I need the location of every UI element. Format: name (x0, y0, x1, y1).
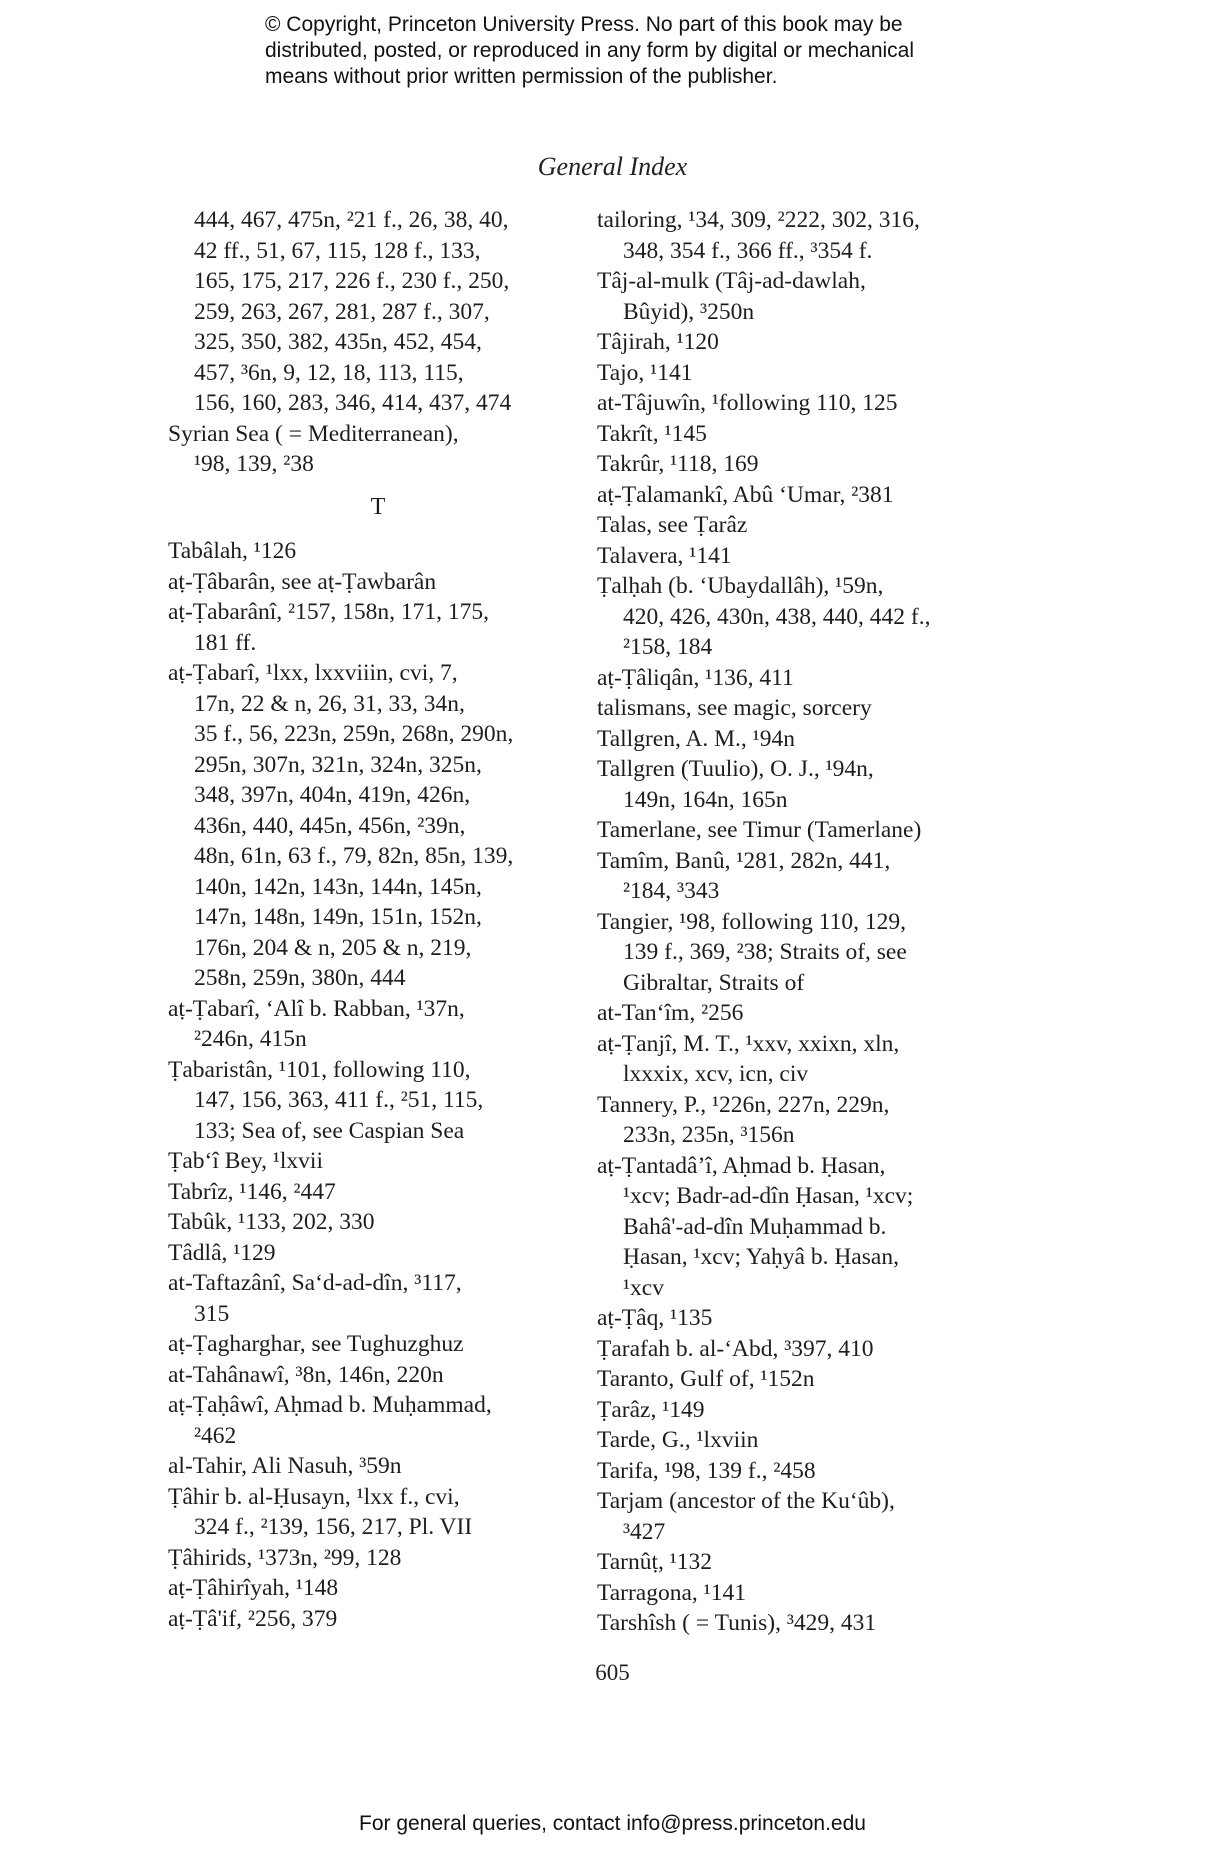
index-entry: Takrît, ¹145 (597, 420, 707, 447)
index-line: 147n, 148n, 149n, 151n, 152n, (194, 904, 482, 930)
index-entry: Tâj-al-mulk (Tâj-ad-dawlah, (597, 268, 866, 294)
index-entry: Tamîm, Banû, ¹281, 282n, 441, (597, 847, 891, 874)
index-entry: Tarifa, ¹98, 139 f., ²458 (597, 1457, 816, 1484)
index-line: 444, 467, 475n, ²21 f., 26, 38, 40, (194, 207, 509, 233)
index-entry: Takrûr, ¹118, 169 (597, 451, 759, 477)
index-entry: aṭ-Ṭagharghar, see Tughuzghuz (168, 1331, 464, 1357)
index-entry: aṭ-Ṭanjî, M. T., ¹xxv, xxixn, xln, (597, 1030, 900, 1057)
index-line: 315 (194, 1300, 230, 1327)
index-entry: Syrian Sea ( = Mediterranean), (168, 420, 459, 447)
index-line: 258n, 259n, 380n, 444 (194, 965, 406, 991)
index-line: ¹xcv (623, 1274, 664, 1301)
index-entry: aṭ-Ṭabarânî, ²157, 158n, 171, 175, (168, 599, 489, 625)
index-entry: tailoring, ¹34, 309, ²222, 302, 316, (597, 207, 920, 233)
index-entry: Tabrîz, ¹146, ²447 (168, 1178, 336, 1205)
index-entry: Tarjam (ancestor of the Kuʻûb), (597, 1488, 895, 1514)
index-line: ³427 (623, 1518, 666, 1545)
index-entry: aṭ-Ṭâbarân, see aṭ-Ṭawbarân (168, 568, 437, 595)
contact-footer: For general queries, contact info@press.princeton.edu (359, 1812, 866, 1835)
index-line: 17n, 22 & n, 26, 31, 33, 34n, (194, 690, 465, 717)
index-line: ²158, 184 (623, 634, 713, 660)
index-line: 181 ff. (194, 629, 257, 656)
copyright-line: © Copyright, Princeton University Press. No part of this book may be (265, 13, 903, 36)
index-entry: aṭ-Ṭabarî, ʻAlî b. Rabban, ¹37n, (168, 995, 465, 1022)
copyright-line: distributed, posted, or reproduced in any form by digital or mechanical (265, 39, 915, 62)
index-line: 325, 350, 382, 435n, 452, 454, (194, 329, 482, 355)
index-line: Ḥasan, ¹xcv; Yaḥyâ b. Ḥasan, (623, 1244, 899, 1270)
index-entry: aṭ-Ṭâ'if, ²256, 379 (168, 1605, 338, 1632)
index-entry: Ṭarafah b. al-ʻAbd, ³397, 410 (597, 1335, 874, 1362)
index-column-left (168, 205, 588, 1634)
index-line: 259, 263, 267, 281, 287 f., 307, (194, 298, 490, 325)
index-entry: Tâjirah, ¹120 (597, 329, 719, 355)
index-entry: aṭ-Ṭalamankî, Abû ʻUmar, ²381 (597, 481, 894, 508)
index-entry: Ṭâhir b. al-Ḥusayn, ¹lxx f., cvi, (168, 1483, 460, 1510)
running-head: General Index (537, 152, 688, 181)
index-entry: Ṭabʻî Bey, ¹lxvii (168, 1148, 323, 1174)
index-entry: Tangier, ¹98, following 110, 129, (597, 908, 907, 935)
index-entry: Talas, see Ṭarâz (597, 512, 748, 538)
index-entry: talismans, see magic, sorcery (597, 695, 872, 721)
index-entry: aṭ-Ṭâq, ¹135 (597, 1305, 713, 1331)
index-entry: Ṭabaristân, ¹101, following 110, (168, 1056, 471, 1083)
copyright-line: means without prior written permission of the publisher. (265, 65, 778, 88)
index-line: Gibraltar, Straits of (623, 969, 805, 996)
index-line: 233n, 235n, ³156n (623, 1122, 795, 1148)
index-column-right (597, 205, 1017, 1639)
index-entry: Tallgren, A. M., ¹94n (597, 725, 795, 752)
index-line: 139 f., 369, ²38; Straits of, see (623, 939, 907, 965)
index-entry: al-Tahir, Ali Nasuh, ³59n (168, 1453, 402, 1479)
index-line: ¹98, 139, ²38 (194, 451, 314, 477)
index-line: 147, 156, 363, 411 f., ²51, 115, (194, 1087, 484, 1113)
index-line: 149n, 164n, 165n (623, 786, 788, 813)
index-entry: Tamerlane, see Timur (Tamerlane) (597, 817, 922, 843)
index-line: 42 ff., 51, 67, 115, 128 f., 133, (194, 237, 481, 264)
index-entry: Tabûk, ¹133, 202, 330 (168, 1209, 375, 1235)
index-entry: aṭ-Ṭabarî, ¹lxx, lxxviiin, cvi, 7, (168, 660, 458, 686)
index-entry: at-Taftazânî, Saʻd-ad-dîn, ³117, (168, 1270, 462, 1296)
index-entry: Ṭarâz, ¹149 (597, 1396, 705, 1423)
copyright-notice (265, 12, 1045, 90)
index-line: lxxxix, xcv, icn, civ (623, 1061, 809, 1087)
index-entry: Tarshîsh ( = Tunis), ³429, 431 (597, 1610, 877, 1636)
index-entry: Tallgren (Tuulio), O. J., ¹94n, (597, 756, 874, 782)
index-line: Bahâ'-ad-dîn Muḥammad b. (623, 1213, 887, 1240)
index-line: 156, 160, 283, 346, 414, 437, 474 (194, 390, 512, 416)
index-entry: aṭ-Ṭaḥâwî, Aḥmad b. Muḥammad, (168, 1392, 492, 1418)
index-entry: aṭ-Ṭâliqân, ¹136, 411 (597, 664, 794, 691)
section-letter: T (370, 493, 386, 520)
index-line: Bûyid), ³250n (623, 298, 755, 325)
index-entry: aṭ-Ṭantadâʼî, Aḥmad b. Ḥasan, (597, 1152, 886, 1179)
index-line: 140n, 142n, 143n, 144n, 145n, (194, 873, 482, 900)
index-line: ²462 (194, 1422, 237, 1449)
index-entry: Tarragona, ¹141 (597, 1579, 746, 1606)
index-line: ²184, ³343 (623, 878, 720, 904)
index-entry: at-Tanʻîm, ²256 (597, 1000, 744, 1026)
index-line: 133; Sea of, see Caspian Sea (194, 1117, 465, 1144)
index-entry: Tarnûṭ, ¹132 (597, 1549, 713, 1575)
index-line: 436n, 440, 445n, 456n, ²39n, (194, 812, 466, 839)
index-line: 324 f., ²139, 156, 217, Pl. VII (194, 1514, 473, 1540)
index-entry: Ṭâhirids, ¹373n, ²99, 128 (168, 1544, 402, 1571)
index-line: ²246n, 415n (194, 1026, 307, 1052)
index-entry: aṭ-Ṭâhirîyah, ¹148 (168, 1575, 339, 1601)
index-line: 176n, 204 & n, 205 & n, 219, (194, 934, 472, 961)
index-line: 457, ³6n, 9, 12, 18, 113, 115, (194, 359, 464, 386)
index-entry: Tabâlah, ¹126 (168, 538, 297, 564)
index-entry: Tarde, G., ¹lxviin (597, 1427, 759, 1453)
index-entry: Ṭalḥah (b. ʻUbaydallâh), ¹59n, (597, 573, 884, 599)
index-line: 35 f., 56, 223n, 259n, 268n, 290n, (194, 721, 514, 747)
index-line: 48n, 61n, 63 f., 79, 82n, 85n, 139, (194, 843, 514, 869)
page-number: 605 (595, 1660, 630, 1685)
index-entry: Taranto, Gulf of, ¹152n (597, 1366, 815, 1392)
index-entry: at-Tâjuwîn, ¹following 110, 125 (597, 390, 898, 416)
index-line: ¹xcv; Badr-ad-dîn Ḥasan, ¹xcv; (623, 1183, 914, 1209)
index-entry: Tajo, ¹141 (597, 359, 693, 386)
index-line: 348, 354 f., 366 ff., ³354 f. (623, 237, 873, 264)
index-line: 165, 175, 217, 226 f., 230 f., 250, (194, 268, 510, 294)
index-entry: at-Tahânawî, ³8n, 146n, 220n (168, 1361, 444, 1388)
index-line: 348, 397n, 404n, 419n, 426n, (194, 782, 471, 808)
index-entry: Tannery, P., ¹226n, 227n, 229n, (597, 1091, 890, 1118)
index-entry: Talavera, ¹141 (597, 542, 732, 569)
index-line: 295n, 307n, 321n, 324n, 325n, (194, 751, 482, 778)
index-entry: Tâdlâ, ¹129 (168, 1239, 276, 1266)
index-line: 420, 426, 430n, 438, 440, 442 f., (623, 603, 931, 630)
